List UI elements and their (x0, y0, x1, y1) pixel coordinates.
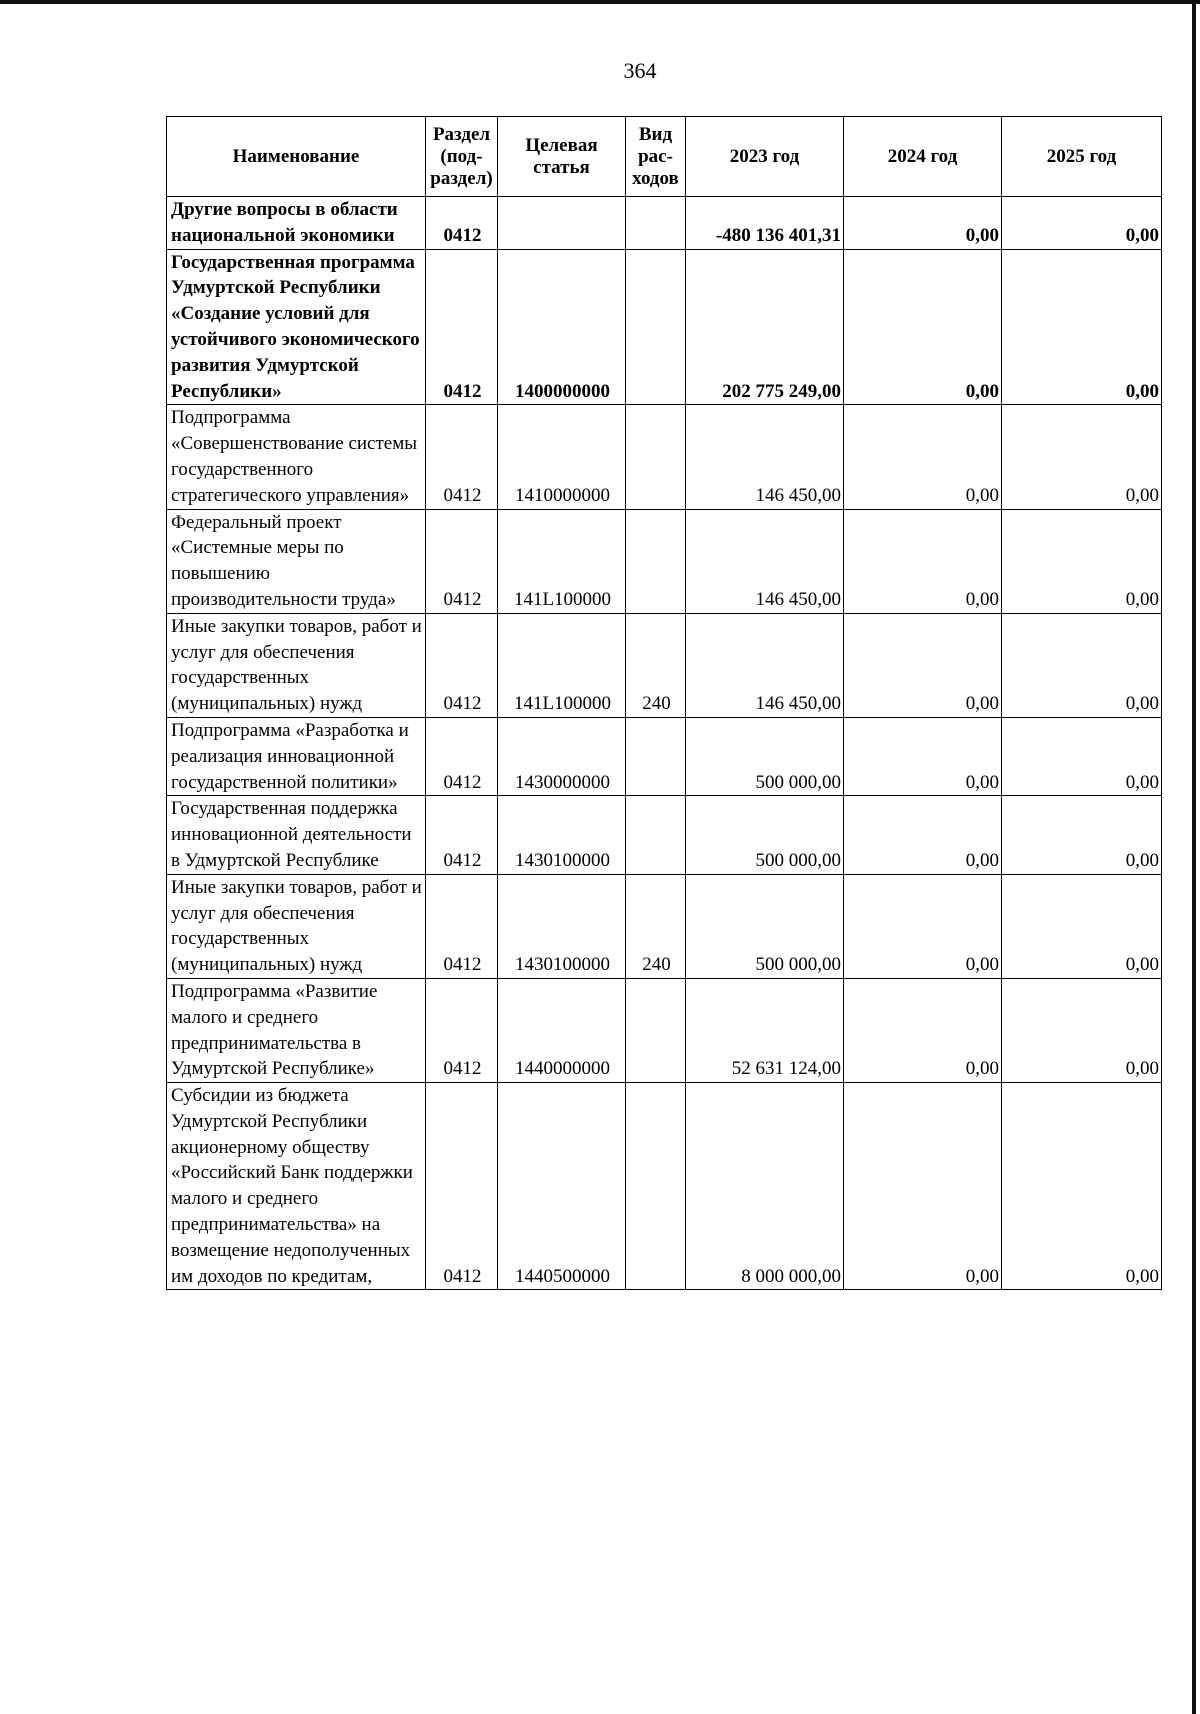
cell-section: 0412 (426, 197, 498, 250)
cell-2025: 0,00 (1002, 1083, 1162, 1290)
page-number: 364 (623, 58, 657, 83)
cell-section: 0412 (426, 796, 498, 874)
cell-target: 1430100000 (498, 874, 626, 978)
cell-2025: 0,00 (1002, 978, 1162, 1082)
cell-2025: 0,00 (1002, 874, 1162, 978)
table-row (167, 1083, 1162, 1290)
cell-type: 240 (626, 613, 686, 717)
cell-target: 141L100000 (498, 613, 626, 717)
cell-2025: 0,00 (1002, 405, 1162, 509)
cell-name: Государственная поддержка инновационной деятельности в Удмуртской Республике (167, 796, 426, 874)
cell-2024: 0,00 (844, 509, 1002, 613)
cell-section: 0412 (426, 613, 498, 717)
header-section: Раздел (под-раздел) (426, 117, 498, 197)
scan-edge-top (0, 0, 1200, 4)
cell-type (626, 197, 686, 250)
cell-type (626, 249, 686, 405)
cell-type (626, 405, 686, 509)
cell-target: 141L100000 (498, 509, 626, 613)
cell-2023: -480 136 401,31 (686, 197, 844, 250)
cell-2023: 500 000,00 (686, 874, 844, 978)
cell-type (626, 1083, 686, 1290)
table-row (167, 405, 1162, 509)
table-row (167, 717, 1162, 795)
table-row (167, 197, 1162, 250)
cell-name: Другие вопросы в области национальной экономики (167, 197, 426, 250)
header-2023: 2023 год (686, 117, 844, 197)
scan-edge-right (1192, 0, 1196, 1714)
table-row (167, 874, 1162, 978)
cell-section: 0412 (426, 1083, 498, 1290)
table-body (167, 197, 1162, 1290)
cell-2023: 52 631 124,00 (686, 978, 844, 1082)
cell-target: 1430100000 (498, 796, 626, 874)
cell-2025: 0,00 (1002, 613, 1162, 717)
cell-section: 0412 (426, 405, 498, 509)
cell-section: 0412 (426, 509, 498, 613)
cell-target: 1430000000 (498, 717, 626, 795)
cell-2024: 0,00 (844, 978, 1002, 1082)
cell-2025: 0,00 (1002, 796, 1162, 874)
cell-target (498, 197, 626, 250)
cell-name: Подпрограмма «Совершенствование системы государственного стратегического управления» (167, 405, 426, 509)
cell-section: 0412 (426, 978, 498, 1082)
cell-2024: 0,00 (844, 717, 1002, 795)
header-type: Вид рас-ходов (626, 117, 686, 197)
cell-2024: 0,00 (844, 1083, 1002, 1290)
table-row (167, 509, 1162, 613)
cell-name: Субсидии из бюджета Удмуртской Республики акционерному обществу «Российский Банк поддержки малого и среднего предпринимательства» на возмещение недополученных им доходов по кредитам, (167, 1083, 426, 1290)
cell-2024: 0,00 (844, 197, 1002, 250)
cell-name: Иные закупки товаров, работ и услуг для обеспечения государственных (муниципальных) нужд (167, 613, 426, 717)
cell-2023: 146 450,00 (686, 405, 844, 509)
cell-2023: 500 000,00 (686, 796, 844, 874)
cell-2023: 146 450,00 (686, 509, 844, 613)
cell-2023: 500 000,00 (686, 717, 844, 795)
header-name: Наименование (167, 117, 426, 197)
cell-target: 1410000000 (498, 405, 626, 509)
header-2025: 2025 год (1002, 117, 1162, 197)
cell-target: 1440500000 (498, 1083, 626, 1290)
table-row (167, 796, 1162, 874)
cell-2024: 0,00 (844, 796, 1002, 874)
table-row (167, 613, 1162, 717)
table-header-row (167, 117, 1162, 197)
cell-2023: 8 000 000,00 (686, 1083, 844, 1290)
cell-target: 1440000000 (498, 978, 626, 1082)
cell-type (626, 978, 686, 1082)
header-2024: 2024 год (844, 117, 1002, 197)
cell-2023: 202 775 249,00 (686, 249, 844, 405)
cell-2024: 0,00 (844, 613, 1002, 717)
cell-type (626, 509, 686, 613)
cell-target: 1400000000 (498, 249, 626, 405)
cell-2025: 0,00 (1002, 197, 1162, 250)
header-target: Целевая статья (498, 117, 626, 197)
cell-name: Государственная программа Удмуртской Республики «Создание условий для устойчивого экономического развития Удмуртской Республики» (167, 249, 426, 405)
cell-name: Иные закупки товаров, работ и услуг для обеспечения государственных (муниципальных) нужд (167, 874, 426, 978)
cell-2023: 146 450,00 (686, 613, 844, 717)
cell-2025: 0,00 (1002, 249, 1162, 405)
cell-2024: 0,00 (844, 249, 1002, 405)
budget-table (166, 116, 1162, 1290)
cell-2024: 0,00 (844, 405, 1002, 509)
cell-type (626, 717, 686, 795)
cell-section: 0412 (426, 717, 498, 795)
table-row (167, 249, 1162, 405)
cell-2024: 0,00 (844, 874, 1002, 978)
cell-2025: 0,00 (1002, 717, 1162, 795)
cell-section: 0412 (426, 874, 498, 978)
cell-2025: 0,00 (1002, 509, 1162, 613)
cell-name: Подпрограмма «Развитие малого и среднего предпринимательства в Удмуртской Республике» (167, 978, 426, 1082)
cell-name: Подпрограмма «Разработка и реализация инновационной государственной политики» (167, 717, 426, 795)
cell-name: Федеральный проект «Системные меры по повышению производительности труда» (167, 509, 426, 613)
table-row (167, 978, 1162, 1082)
cell-section: 0412 (426, 249, 498, 405)
cell-type: 240 (626, 874, 686, 978)
cell-type (626, 796, 686, 874)
